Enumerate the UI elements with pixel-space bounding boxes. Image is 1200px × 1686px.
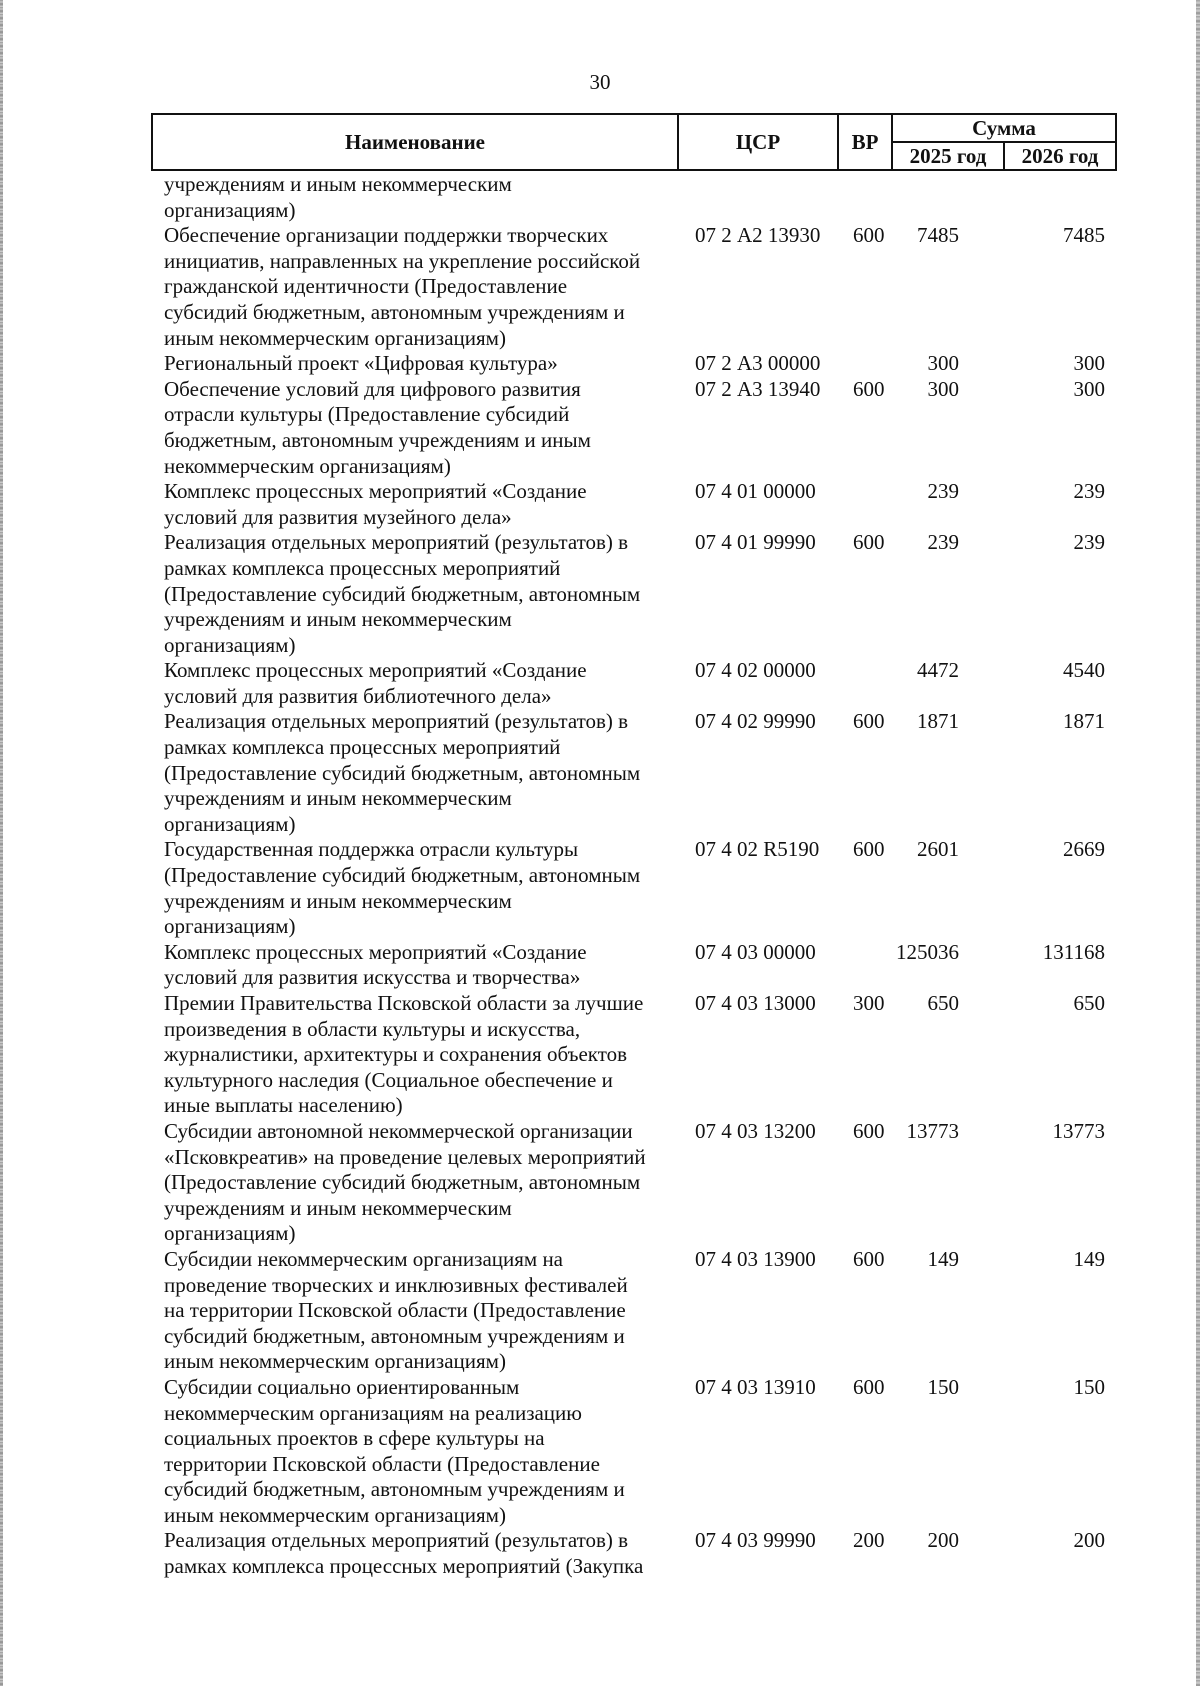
row-vr: 600 [853,837,885,862]
row-name [164,1247,674,1375]
row-name-line: Государственная поддержка отрасли культуры [164,837,579,862]
table-row [164,1119,1114,1247]
row-name-line: Реализация отдельных мероприятий (результатов) в [164,709,629,734]
row-name-line: Комплекс процессных мероприятий «Создание [164,658,587,683]
header-name: Наименование [345,129,485,154]
row-sum-2026: 7485 [1063,223,1105,248]
row-name-line: Реализация отдельных мероприятий (результатов) в [164,1528,629,1553]
row-csr: 07 2 А3 00000 [695,351,821,376]
row-name [164,1528,674,1579]
row-vr: 600 [853,1246,885,1271]
row-csr: 07 4 01 99990 [695,530,816,555]
row-sum-2026: 650 [1073,991,1105,1015]
row-name-line: субсидий бюджетным, автономным учреждениям и [164,1477,625,1502]
row-name-line: Субсидии автономной некоммерческой организации [164,1118,633,1143]
row-sum-2025: 2601 [917,837,959,862]
row-name [164,658,674,709]
row-name-line: организациям) [164,1221,296,1246]
row-name-line: учреждениям и иным некоммерческим [164,888,512,913]
row-name-line: Обеспечение организации поддержки творческих [164,223,609,248]
row-vr: 600 [853,223,885,248]
row-name-line: некоммерческим организациям) [164,453,451,478]
row-csr: 07 4 02 R5190 [695,837,820,862]
scan-edge-right [1196,0,1200,1686]
page-number: 30 [589,70,611,94]
row-name-line: условий для развития библиотечного дела» [164,683,552,708]
row-name-line: рамках комплекса процессных мероприятий [164,735,561,760]
row-sum-2026: 300 [1073,351,1105,376]
row-sum-2026: 200 [1073,1528,1105,1553]
row-name-line: бюджетным, автономным учреждениям и иным [164,427,591,452]
row-vr: 600 [853,530,885,555]
row-sum-2025: 125036 [896,939,959,964]
row-name-line: учреждениям и иным некоммерческим [164,786,512,811]
row-csr: 07 4 03 00000 [695,939,816,964]
row-sum-2025: 7485 [917,223,959,248]
row-name-line: организациям) [164,914,296,939]
row-name-line: отрасли культуры (Предоставление субсидий [164,402,570,427]
row-csr: 07 4 01 00000 [695,479,816,504]
table-row [164,172,1114,223]
row-sum-2026: 150 [1073,1374,1105,1399]
table-row [164,479,1114,530]
header-sum: Сумма [972,116,1036,140]
row-name-line: иным некоммерческим организациям) [164,1349,506,1374]
row-name [164,837,674,939]
row-name-line: (Предоставление субсидий бюджетным, автономным [164,863,641,888]
row-name-line: организациям) [164,811,296,836]
row-sum-2026: 2669 [1063,837,1105,862]
row-name-line: иные выплаты населению) [164,1093,403,1118]
row-name-line: (Предоставление субсидий бюджетным, автономным [164,760,641,785]
header-year-2026: 2026 год [1021,143,1099,168]
row-name [164,223,674,351]
row-sum-2025: 300 [927,376,959,401]
row-name-line: Субсидии социально ориентированным [164,1374,520,1399]
row-vr: 300 [853,991,885,1015]
row-name-line: иным некоммерческим организациям) [164,325,506,350]
row-sum-2026: 1871 [1063,709,1105,734]
row-sum-2026: 300 [1073,376,1105,401]
row-sum-2026: 239 [1073,479,1105,504]
row-name-line: условий для развития музейного дела» [164,504,512,529]
row-name-line: гражданской идентичности (Предоставление [164,274,568,299]
row-csr: 07 2 А2 13930 [695,223,821,248]
table-row [164,1528,1114,1579]
row-name-line: (Предоставление субсидий бюджетным, автономным [164,1170,641,1195]
row-name [164,377,674,479]
row-name-line: инициатив, направленных на укрепление российской [164,248,641,273]
row-name-line: некоммерческим организациям на реализацию [164,1400,582,1425]
table-row [164,530,1114,658]
row-name-line: социальных проектов в сфере культуры на [164,1426,545,1451]
row-sum-2025: 239 [927,479,959,504]
row-name [164,351,674,377]
row-sum-2026: 239 [1073,530,1105,555]
row-vr: 600 [853,1374,885,1399]
row-sum-2025: 13773 [906,1118,959,1143]
row-name-line: территории Псковской области (Предоставление [164,1451,600,1476]
row-sum-2026: 4540 [1063,658,1105,683]
row-name [164,709,674,837]
row-name-line: Комплекс процессных мероприятий «Создание [164,479,587,504]
row-sum-2026: 13773 [1052,1118,1105,1143]
table-row [164,351,1114,377]
row-name-line: учреждениям и иным некоммерческим [164,607,512,632]
row-sum-2026: 131168 [1042,939,1105,964]
header-csr: ЦСР [735,129,781,154]
table-row [164,837,1114,939]
row-name [164,172,674,223]
row-name-line: учреждениям и иным некоммерческим [164,1195,512,1220]
row-name [164,479,674,530]
row-name-line: условий для развития искусства и творчества» [164,965,581,990]
row-name [164,1375,674,1529]
row-vr: 600 [853,1118,885,1143]
row-csr: 07 4 03 13910 [695,1374,816,1399]
table-row [164,1375,1114,1529]
table-row [164,991,1114,1119]
row-name-line: журналистики, архитектуры и сохранения объектов [164,1042,628,1067]
row-csr: 07 4 03 99990 [695,1528,816,1553]
header-vr: ВР [851,129,879,154]
row-name-line: учреждениям и иным некоммерческим [164,172,512,196]
row-sum-2025: 150 [927,1374,959,1399]
table-row [164,1247,1114,1375]
row-csr: 07 4 02 99990 [695,709,816,734]
row-sum-2026: 149 [1073,1246,1105,1271]
table-header [151,113,1117,171]
row-name-line: Субсидии некоммерческим организациям на [164,1246,563,1271]
row-sum-2025: 4472 [917,658,959,683]
row-name [164,530,674,658]
table-row [164,377,1114,479]
row-name-line: Региональный проект «Цифровая культура» [164,351,558,376]
row-csr: 07 4 03 13000 [695,991,816,1015]
row-sum-2025: 1871 [917,709,959,734]
row-csr: 07 2 А3 13940 [695,376,821,401]
row-name-line: рамках комплекса процессных мероприятий [164,555,561,580]
row-name-line: культурного наследия (Социальное обеспечение и [164,1067,613,1092]
row-vr: 600 [853,376,885,401]
row-vr: 600 [853,709,885,734]
table-body [164,172,1114,1580]
row-name-line: «Псковкреатив» на проведение целевых мероприятий [164,1144,646,1169]
row-name-line: организациям) [164,197,296,222]
row-sum-2025: 239 [927,530,959,555]
scan-edge-left [0,0,3,1686]
row-sum-2025: 200 [927,1528,959,1553]
row-sum-2025: 300 [927,351,959,376]
table-row [164,658,1114,709]
row-csr: 07 4 03 13200 [695,1118,816,1143]
row-name-line: субсидий бюджетным, автономным учреждениям и [164,299,625,324]
row-vr: 200 [853,1528,885,1553]
row-name-line: рамках комплекса процессных мероприятий (Закупка [164,1554,644,1579]
table-row [164,223,1114,351]
row-name-line: (Предоставление субсидий бюджетным, автономным [164,581,641,606]
row-name-line: организациям) [164,632,296,657]
header-year-2025: 2025 год [909,143,987,168]
row-name-line: субсидий бюджетным, автономным учреждениям и [164,1323,625,1348]
row-sum-2025: 149 [927,1246,959,1271]
row-name-line: Комплекс процессных мероприятий «Создание [164,939,587,964]
table-row [164,709,1114,837]
row-csr: 07 4 02 00000 [695,658,816,683]
row-name [164,1119,674,1247]
row-name-line: иным некоммерческим организациям) [164,1502,506,1527]
row-name-line: проведение творческих и инклюзивных фестивалей [164,1272,628,1297]
row-csr: 07 4 03 13900 [695,1246,816,1271]
row-name-line: на территории Псковской области (Предоставление [164,1298,626,1323]
row-sum-2025: 650 [927,991,959,1015]
row-name [164,940,674,991]
row-name-line: Реализация отдельных мероприятий (результатов) в [164,530,629,555]
row-name [164,991,674,1119]
row-name-line: произведения в области культуры и искусства, [164,1016,581,1041]
table-row [164,940,1114,991]
row-name-line: Премии Правительства Псковской области за лучшие [164,991,644,1015]
row-name-line: Обеспечение условий для цифрового развития [164,376,581,401]
